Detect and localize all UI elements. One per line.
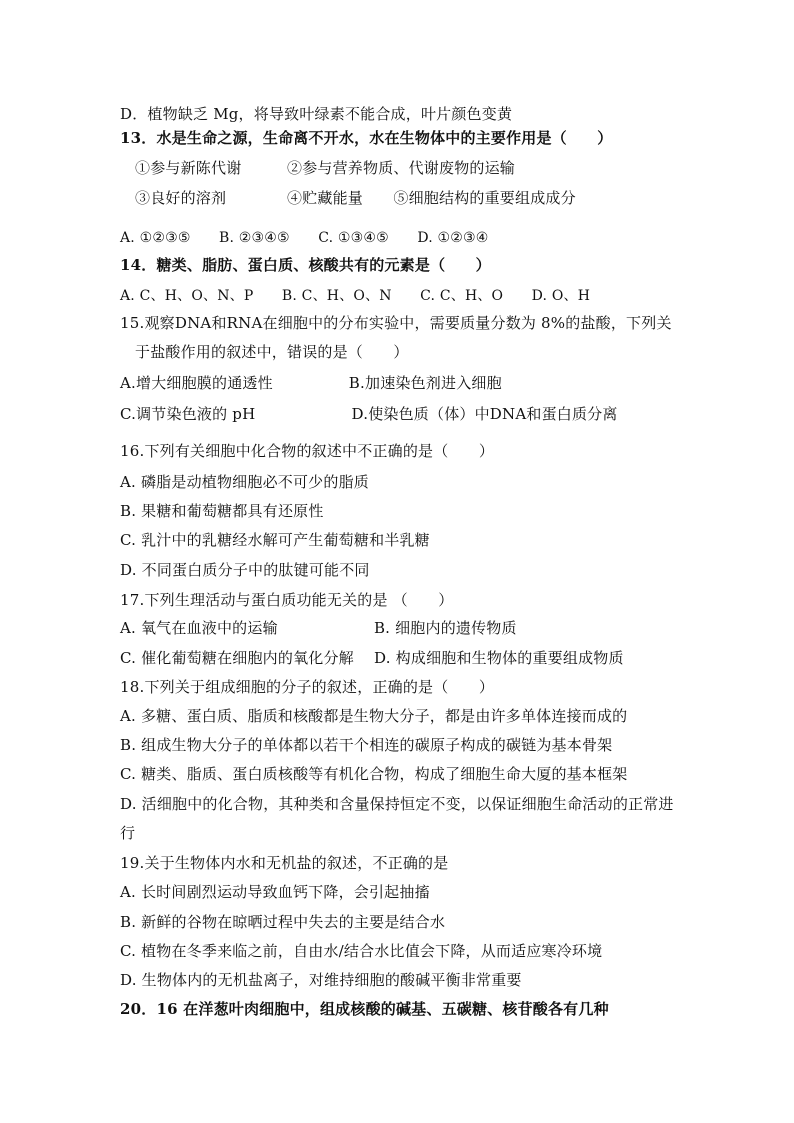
q13-options: A. ①②③⑤ B. ②③④⑤ C. ①③④⑤ D. ①②③④ (120, 230, 489, 246)
q20-stem: 20．16 在洋葱叶肉细胞中，组成核酸的碱基、五碳糖、核苷酸各有几种 (120, 1000, 609, 1018)
q15-options-ab: A.增大细胞膜的通透性 B.加速染色剂进入细胞 (120, 374, 502, 392)
q14-stem: 14．糖类、脂肪、蛋白质、核酸共有的元素是（ ） (120, 256, 491, 274)
q18-option-a: A. 多糖、蛋白质、脂质和核酸都是生物大分子，都是由许多单体连接而成的 (120, 707, 628, 725)
q17-options-cd: C. 催化葡萄糖在细胞内的氧化分解 D. 构成细胞和生物体的重要组成物质 (120, 649, 624, 667)
q16-option-c: C. 乳汁中的乳糖经水解可产生葡萄糖和半乳糖 (120, 531, 430, 549)
q13-stem: 13．水是生命之源，生命离不开水，水在生物体中的主要作用是（ ） (120, 129, 613, 147)
q19-stem: 19.关于生物体内水和无机盐的叙述，不正确的是 (120, 854, 449, 872)
q15-stem-2: 于盐酸作用的叙述中，错误的是（ ） (135, 343, 409, 361)
q12-option-d: D．植物缺乏 Mg，将导致叶绿素不能合成，叶片颜色变黄 (120, 105, 513, 123)
q15-options-cd: C.调节染色液的 pH D.使染色质（体）中DNA和蛋白质分离 (120, 405, 618, 423)
q16-option-d: D. 不同蛋白质分子中的肽键可能不同 (120, 561, 370, 579)
q19-option-c: C. 植物在冬季来临之前，自由水/结合水比值会下降，从而适应寒冷环境 (120, 942, 603, 960)
q13-items-2: ③良好的溶剂 ④贮藏能量 ⑤细胞结构的重要组成成分 (135, 189, 576, 207)
q16-option-b: B. 果糖和葡萄糖都具有还原性 (120, 502, 324, 520)
q18-option-d: D. 活细胞中的化合物，其种类和含量保持恒定不变，以保证细胞生命活动的正常进 (120, 795, 674, 813)
q18-stem: 18.下列关于组成细胞的分子的叙述，正确的是（ ） (120, 678, 495, 696)
q19-option-b: B. 新鲜的谷物在晾晒过程中失去的主要是结合水 (120, 913, 446, 931)
q17-stem: 17.下列生理活动与蛋白质功能无关的是 （ ） (120, 591, 454, 609)
q15-stem-1: 15.观察DNA和RNA在细胞中的分布实验中，需要质量分数为 8%的盐酸，下列关 (120, 314, 672, 332)
q13-items-1: ①参与新陈代谢 ②参与营养物质、代谢废物的运输 (135, 159, 516, 177)
q19-option-a: A. 长时间剧烈运动导致血钙下降，会引起抽搐 (120, 883, 430, 901)
q14-options: A. C、H、O、N、P B. C、H、O、N C. C、H、O D. O、H (120, 288, 591, 304)
q18-option-c: C. 糖类、脂质、蛋白质核酸等有机化合物，构成了细胞生命大厦的基本框架 (120, 765, 628, 783)
q16-stem: 16.下列有关细胞中化合物的叙述中不正确的是（ ） (120, 442, 495, 460)
q19-option-d: D. 生物体内的无机盐离子，对维持细胞的酸碱平衡非常重要 (120, 971, 522, 989)
q18-option-d-cont: 行 (120, 824, 136, 842)
q17-options-ab: A. 氧气在血液中的运输 B. 细胞内的遗传物质 (120, 619, 517, 637)
q18-option-b: B. 组成生物大分子的单体都以若干个相连的碳原子构成的碳链为基本骨架 (120, 736, 613, 754)
q16-option-a: A. 磷脂是动植物细胞必不可少的脂质 (120, 473, 369, 491)
